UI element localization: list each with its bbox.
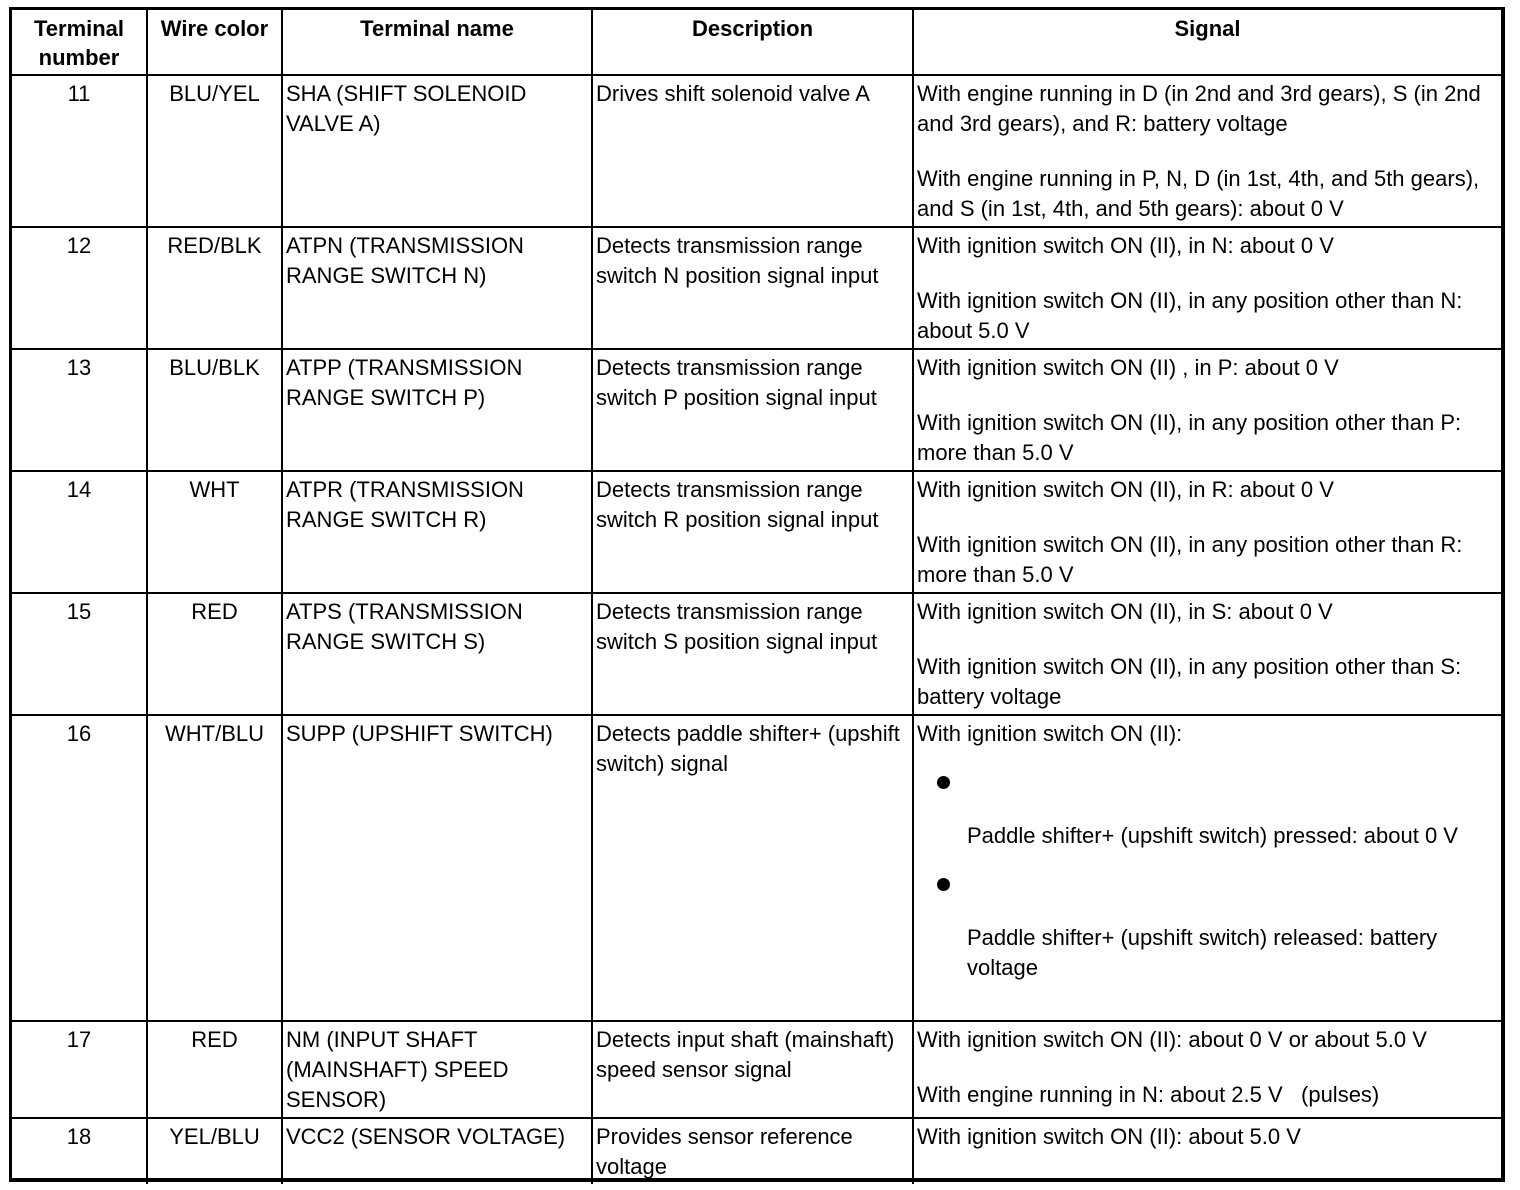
terminal-table-frame (9, 7, 1505, 1182)
signal-line: With engine running in N: about 2.5 V (pulses) (917, 1082, 1380, 1107)
signal-line: With engine running in D (in 2nd and 3rd gears), S (in 2nd and 3rd gears), and R: battery voltage (917, 81, 1481, 136)
terminal-number: 14 (12, 471, 147, 593)
signal-line: With ignition switch ON (II): (917, 721, 1183, 746)
description: Drives shift solenoid valve A (592, 75, 913, 227)
header-terminal-name: Terminal name (282, 10, 592, 75)
wire-color: RED (147, 1021, 282, 1118)
terminal-name: VCC2 (SENSOR VOLTAGE) (282, 1118, 592, 1184)
signal-line: With ignition switch ON (II): about 0 V or about 5.0 V (917, 1027, 1427, 1052)
signal (913, 1118, 1501, 1184)
signal (913, 715, 1501, 1021)
signal-line: With ignition switch ON (II), in any position other than N: about 5.0 V (917, 288, 1463, 343)
signal-line: With ignition switch ON (II), in any position other than P: more than 5.0 V (917, 410, 1462, 465)
description: Detects paddle shifter+ (upshift switch) signal (592, 715, 913, 1021)
header-wire-color: Wire color (147, 10, 282, 75)
header-row (12, 10, 1501, 75)
description: Detects transmission range switch S position signal input (592, 593, 913, 715)
description: Provides sensor reference voltage (592, 1118, 913, 1184)
header-description: Description (592, 10, 913, 75)
signal-line: With ignition switch ON (II): about 5.0 V (917, 1124, 1301, 1149)
bullet-item: Paddle shifter+ (upshift switch) pressed: about 0 V (967, 823, 1458, 848)
wire-color: BLU/YEL (147, 75, 282, 227)
terminal-name: ATPR (TRANSMISSION RANGE SWITCH R) (282, 471, 592, 593)
wire-color: BLU/BLK (147, 349, 282, 471)
terminal-name: NM (INPUT SHAFT (MAINSHAFT) SPEED SENSOR) (282, 1021, 592, 1118)
bullet-item: Paddle shifter+ (upshift switch) released: battery voltage (967, 925, 1438, 980)
signal-line: With ignition switch ON (II), in any position other than S: battery voltage (917, 654, 1462, 709)
wire-color: WHT/BLU (147, 715, 282, 1021)
header-signal: Signal (913, 10, 1501, 75)
table-row (12, 1118, 1501, 1184)
table-row (12, 715, 1501, 1021)
terminal-table (12, 10, 1501, 1184)
header-terminal-number: Terminal number (12, 10, 147, 75)
bullet-icon (937, 767, 1498, 797)
bullet-icon (937, 869, 1498, 899)
signal (913, 471, 1501, 593)
signal-line: With ignition switch ON (II) , in P: about 0 V (917, 355, 1339, 380)
terminal-name: ATPS (TRANSMISSION RANGE SWITCH S) (282, 593, 592, 715)
signal-line: With ignition switch ON (II), in S: about 0 V (917, 599, 1333, 624)
table-row (12, 1021, 1501, 1118)
signal (913, 1021, 1501, 1118)
wire-color: RED (147, 593, 282, 715)
signal (913, 593, 1501, 715)
terminal-name: SUPP (UPSHIFT SWITCH) (282, 715, 592, 1021)
table-row (12, 471, 1501, 593)
terminal-number: 15 (12, 593, 147, 715)
terminal-number: 12 (12, 227, 147, 349)
signal-line: With engine running in P, N, D (in 1st, 4th, and 5th gears), and S (in 1st, 4th, and 5th gears): about 0 V (917, 166, 1480, 221)
table-row (12, 349, 1501, 471)
signal-line: With ignition switch ON (II), in any position other than R: more than 5.0 V (917, 532, 1463, 587)
table-row (12, 227, 1501, 349)
wire-color: WHT (147, 471, 282, 593)
terminal-name: ATPN (TRANSMISSION RANGE SWITCH N) (282, 227, 592, 349)
terminal-number: 17 (12, 1021, 147, 1118)
terminal-number: 18 (12, 1118, 147, 1184)
terminal-number: 16 (12, 715, 147, 1021)
signal-line: With ignition switch ON (II), in R: about 0 V (917, 477, 1334, 502)
terminal-name: SHA (SHIFT SOLENOID VALVE A) (282, 75, 592, 227)
description: Detects transmission range switch R position signal input (592, 471, 913, 593)
table-row (12, 75, 1501, 227)
terminal-number: 11 (12, 75, 147, 227)
signal (913, 227, 1501, 349)
signal (913, 349, 1501, 471)
signal-line: With ignition switch ON (II), in N: about 0 V (917, 233, 1334, 258)
wire-color: RED/BLK (147, 227, 282, 349)
signal (913, 75, 1501, 227)
table-row (12, 593, 1501, 715)
terminal-name: ATPP (TRANSMISSION RANGE SWITCH P) (282, 349, 592, 471)
description: Detects input shaft (mainshaft) speed sensor signal (592, 1021, 913, 1118)
terminal-number: 13 (12, 349, 147, 471)
description: Detects transmission range switch P position signal input (592, 349, 913, 471)
description: Detects transmission range switch N position signal input (592, 227, 913, 349)
wire-color: YEL/BLU (147, 1118, 282, 1184)
